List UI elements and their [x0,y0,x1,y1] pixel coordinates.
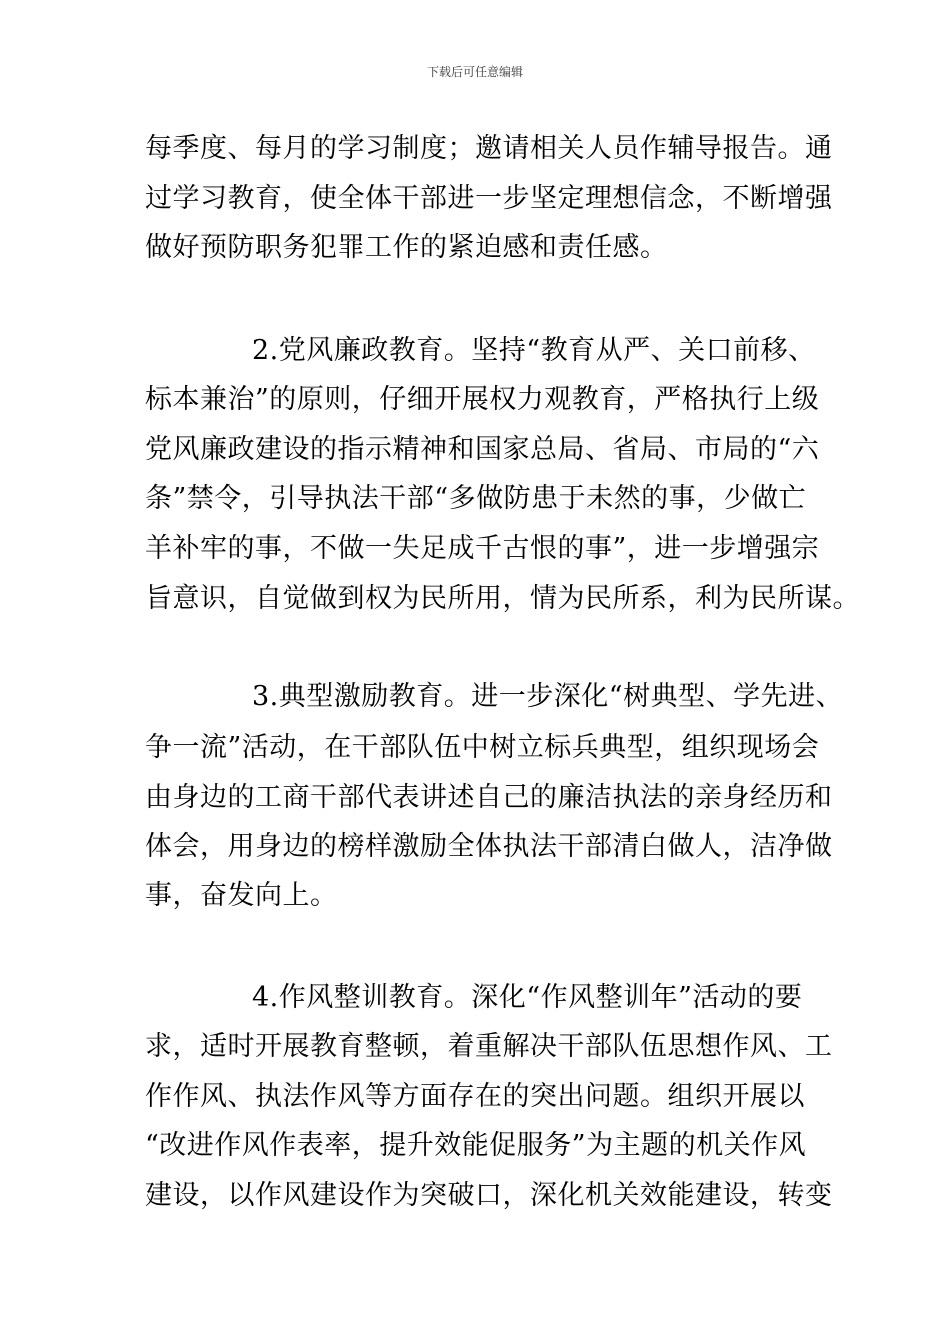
paragraph-3-line-5: 事，奋发向上。 [145,880,338,911]
paragraph-1-line-3: 做好预防职务犯罪工作的紧迫感和责任感。 [145,232,668,263]
paragraph-1-line-1: 每季度、每月的学习制度；邀请相关人员作辅导报告。通 [145,133,833,164]
paragraph-3-line-3: 由身边的工商干部代表讲述自己的廉洁执法的亲身经历和 [145,782,833,813]
paragraph-4-line-3: 作作风、执法作风等方面存在的突出问题。组织开展以 [145,1081,805,1112]
paragraph-3-line-2: 争一流”活动，在干部队伍中树立标兵典型，组织现场会 [145,732,820,763]
paragraph-3-line-4: 体会，用身边的榜样激励全体执法干部清白做人，洁净做 [145,831,833,862]
paragraph-4-line-1: 4.作风整训教育。深化“作风整训年”活动的要 [252,982,803,1013]
paragraph-2-line-6: 旨意识，自觉做到权为民所用，情为民所系，利为民所谋。 [145,583,860,614]
paragraph-1-line-2: 过学习教育，使全体干部进一步坚定理想信念，不断增强 [145,183,833,214]
paragraph-4-line-4: “改进作风作表率，提升效能促服务”为主题的机关作风 [145,1130,807,1161]
page-header: 下载后可任意编辑 [426,65,523,79]
paragraph-4-line-5: 建设，以作风建设作为突破口，深化机关效能建设，转变 [145,1180,833,1211]
paragraph-2-line-4: 条”禁令，引导执法干部“多做防患于未然的事，少做亡 [145,483,807,514]
paragraph-2-line-1: 2.党风廉政教育。坚持“教育从严、关口前移、 [252,335,816,366]
paragraph-2-line-5: 羊补牢的事，不做一失足成千古恨的事”，进一步增强宗 [145,533,820,564]
paragraph-4-line-2: 求，适时开展教育整顿，着重解决干部队伍思想作风、工 [145,1031,833,1062]
paragraph-2-line-2: 标本兼治”的原则，仔细开展权力观教育，严格执行上级 [145,384,820,415]
paragraph-2-line-3: 党风廉政建设的指示精神和国家总局、省局、市局的“六 [145,434,820,465]
paragraph-3-line-1: 3.典型激励教育。进一步深化“树典型、学先进、 [252,681,844,712]
